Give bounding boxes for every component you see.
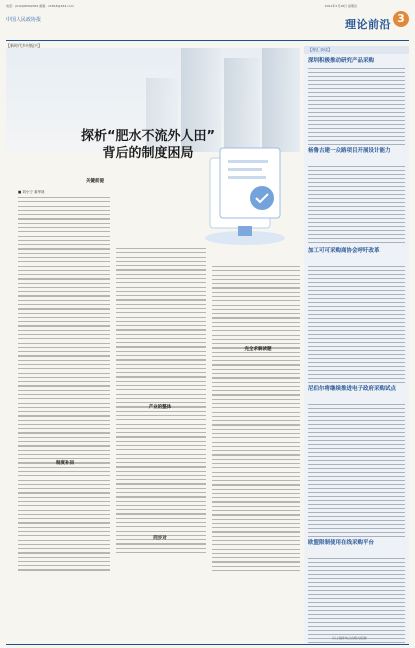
sidebar-item-body xyxy=(308,166,405,246)
sidebar-item-body xyxy=(308,266,405,386)
sidebar-item-title: 加工可可采购商协会呼吁改革 xyxy=(308,248,380,254)
subhead-5: 完全求解读题 xyxy=(244,347,272,352)
building-shape xyxy=(262,48,300,152)
sidebar-panel xyxy=(304,46,409,644)
sidebar-header-label: 【智汇杂谈】 xyxy=(308,47,332,52)
article-title-line2: 背后的制度困局 xyxy=(102,146,194,161)
contact-info: 电话：(010)68392052 邮箱：zhlt18@163.com xyxy=(6,4,74,8)
body-column-2 xyxy=(116,248,206,556)
article-title-line1: 探析“肥水不流外人田” xyxy=(80,129,216,144)
sidebar-footnote: （以上稿件综合自相关报道） xyxy=(330,636,370,640)
subhead-2: 制度补回 xyxy=(56,461,74,466)
page-header xyxy=(6,4,409,40)
subhead-3: 产业的整体 xyxy=(148,405,172,410)
newspaper-brand: 中国人民政协报 xyxy=(6,17,42,23)
sidebar-item-title: 尼伯尔将继续推进电子政府采购试点 xyxy=(308,386,397,392)
header-rule xyxy=(6,40,409,41)
section-title: 理论前沿 xyxy=(345,18,391,31)
article-byline: ■ 刘小宁 姜华妹 xyxy=(18,190,45,194)
article-title xyxy=(60,128,236,162)
subhead-1: 关键前提 xyxy=(86,179,104,184)
body-column-1 xyxy=(18,197,110,574)
sidebar-item-body xyxy=(308,68,405,148)
sidebar-header xyxy=(304,46,409,54)
sidebar-item-body xyxy=(308,558,405,646)
sidebar-item-title: 杨鲁古建一众路项目开展设计能力 xyxy=(308,148,391,154)
sidebar-item-title: 深圳积极推动研究产品采购 xyxy=(308,58,375,64)
sidebar-item-title: 欧盟限制使用在线采购平台 xyxy=(308,540,375,546)
subhead-4: 同步对 xyxy=(153,536,167,541)
sidebar-item-body xyxy=(308,404,405,540)
issue-date: 2021年2月18日 星期四 xyxy=(324,4,357,8)
body-column-3 xyxy=(212,266,300,574)
column-tag: 【新时代乡村振兴】 xyxy=(6,43,42,48)
page-number-badge: 3 xyxy=(393,11,409,27)
